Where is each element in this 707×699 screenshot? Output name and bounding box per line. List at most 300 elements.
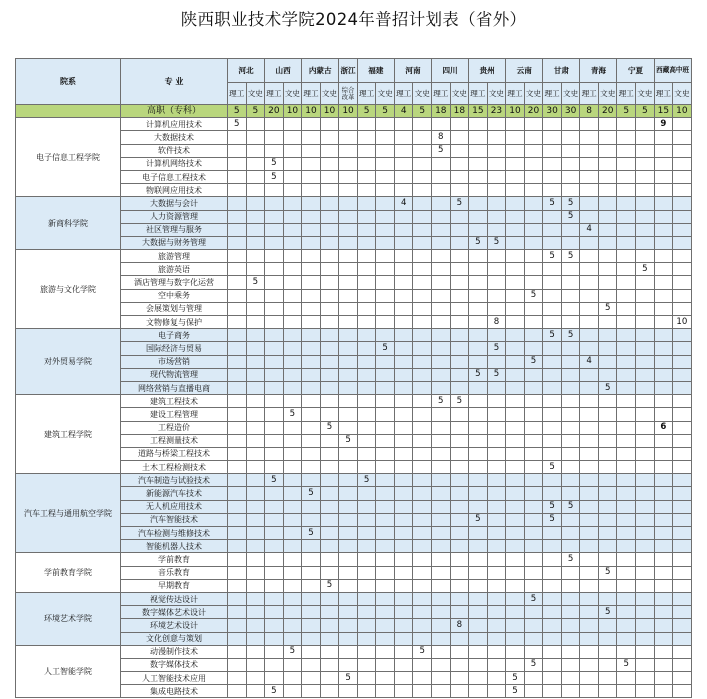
value-cell [636, 342, 655, 355]
value-cell [320, 672, 339, 685]
value-cell: 5 [561, 329, 580, 342]
value-cell [598, 447, 617, 460]
value-cell [302, 513, 321, 526]
value-cell [506, 263, 525, 276]
value-cell [617, 606, 636, 619]
value-cell [524, 223, 543, 236]
value-cell [580, 395, 599, 408]
value-cell [265, 540, 284, 553]
value-cell [246, 316, 265, 329]
value-cell [339, 368, 358, 381]
total-label: 高职（专科） [121, 105, 228, 118]
value-cell [450, 276, 469, 289]
total-value-cell: 15 [654, 105, 673, 118]
value-cell [543, 579, 562, 592]
value-cell [673, 157, 692, 170]
value-cell [228, 381, 247, 394]
value-cell [636, 434, 655, 447]
total-value-cell: 30 [543, 105, 562, 118]
subject-header: 综合改革 [339, 83, 358, 105]
value-cell [469, 434, 488, 447]
value-cell [450, 144, 469, 157]
value-cell [320, 236, 339, 249]
value-cell [487, 592, 506, 605]
value-cell [543, 223, 562, 236]
subject-header: 文史 [320, 83, 339, 105]
subject-header: 理工 [432, 83, 451, 105]
value-cell [469, 250, 488, 263]
value-cell [394, 474, 413, 487]
value-cell [413, 381, 432, 394]
value-cell [561, 342, 580, 355]
value-cell [376, 566, 395, 579]
value-cell [617, 500, 636, 513]
value-cell: 5 [469, 368, 488, 381]
value-cell [580, 302, 599, 315]
value-cell [357, 500, 376, 513]
value-cell [580, 144, 599, 157]
value-cell [413, 474, 432, 487]
value-cell [339, 619, 358, 632]
value-cell [339, 487, 358, 500]
value-cell [432, 579, 451, 592]
value-cell [246, 632, 265, 645]
value-cell [450, 487, 469, 500]
value-cell [524, 250, 543, 263]
value-cell [580, 592, 599, 605]
value-cell: 5 [487, 342, 506, 355]
value-cell [506, 329, 525, 342]
value-cell [673, 118, 692, 131]
value-cell [339, 395, 358, 408]
value-cell: 5 [543, 461, 562, 474]
value-cell [357, 302, 376, 315]
value-cell [506, 144, 525, 157]
value-cell [654, 658, 673, 671]
value-cell [320, 289, 339, 302]
value-cell [283, 316, 302, 329]
value-cell [432, 210, 451, 223]
value-cell [246, 421, 265, 434]
value-cell [246, 302, 265, 315]
value-cell [561, 170, 580, 183]
value-cell [228, 500, 247, 513]
value-cell [673, 184, 692, 197]
value-cell [246, 645, 265, 658]
value-cell [654, 223, 673, 236]
value-cell [469, 421, 488, 434]
value-cell [580, 170, 599, 183]
value-cell [636, 685, 655, 698]
value-cell [487, 144, 506, 157]
value-cell [580, 540, 599, 553]
value-cell [339, 553, 358, 566]
value-cell [302, 474, 321, 487]
value-cell [469, 381, 488, 394]
value-cell [543, 540, 562, 553]
value-cell [598, 316, 617, 329]
value-cell [357, 144, 376, 157]
value-cell [598, 329, 617, 342]
value-cell [543, 645, 562, 658]
value-cell [432, 461, 451, 474]
value-cell [636, 355, 655, 368]
value-cell [487, 579, 506, 592]
value-cell [673, 461, 692, 474]
value-cell [357, 329, 376, 342]
value-cell [228, 355, 247, 368]
value-cell [357, 210, 376, 223]
value-cell [432, 263, 451, 276]
value-cell: 5 [598, 566, 617, 579]
value-cell [636, 658, 655, 671]
value-cell [561, 316, 580, 329]
value-cell [228, 157, 247, 170]
value-cell [246, 606, 265, 619]
value-cell [246, 592, 265, 605]
value-cell [394, 250, 413, 263]
value-cell [228, 606, 247, 619]
value-cell [654, 368, 673, 381]
value-cell [339, 461, 358, 474]
value-cell [228, 276, 247, 289]
value-cell [673, 342, 692, 355]
value-cell [320, 685, 339, 698]
value-cell [432, 553, 451, 566]
value-cell [543, 632, 562, 645]
value-cell: 5 [413, 645, 432, 658]
value-cell [413, 447, 432, 460]
value-cell [598, 342, 617, 355]
value-cell [450, 368, 469, 381]
value-cell [394, 421, 413, 434]
value-cell [320, 606, 339, 619]
value-cell [413, 276, 432, 289]
value-cell [673, 619, 692, 632]
total-value-cell: 23 [487, 105, 506, 118]
value-cell [246, 579, 265, 592]
value-cell [524, 316, 543, 329]
value-cell [320, 632, 339, 645]
value-cell [617, 197, 636, 210]
value-cell [561, 381, 580, 394]
value-cell [450, 513, 469, 526]
total-value-cell: 10 [302, 105, 321, 118]
value-cell [376, 447, 395, 460]
value-cell [580, 579, 599, 592]
value-cell [246, 170, 265, 183]
value-cell [394, 223, 413, 236]
value-cell [654, 540, 673, 553]
value-cell [246, 263, 265, 276]
value-cell [302, 645, 321, 658]
value-cell [394, 342, 413, 355]
value-cell [413, 632, 432, 645]
value-cell [673, 131, 692, 144]
value-cell [376, 368, 395, 381]
value-cell [339, 316, 358, 329]
value-cell [339, 658, 358, 671]
value-cell [376, 118, 395, 131]
value-cell [673, 579, 692, 592]
value-cell [413, 434, 432, 447]
value-cell [636, 619, 655, 632]
value-cell: 5 [524, 355, 543, 368]
value-cell [580, 289, 599, 302]
value-cell: 8 [450, 619, 469, 632]
value-cell: 5 [598, 381, 617, 394]
value-cell: 6 [654, 421, 673, 434]
value-cell [487, 672, 506, 685]
value-cell [469, 566, 488, 579]
value-cell [487, 447, 506, 460]
value-cell [302, 672, 321, 685]
value-cell [246, 118, 265, 131]
value-cell [432, 355, 451, 368]
value-cell [339, 250, 358, 263]
value-cell [580, 461, 599, 474]
value-cell [302, 236, 321, 249]
value-cell [580, 236, 599, 249]
value-cell [432, 447, 451, 460]
value-cell [673, 487, 692, 500]
value-cell [450, 236, 469, 249]
subject-header: 文史 [487, 83, 506, 105]
value-cell [543, 381, 562, 394]
value-cell [469, 289, 488, 302]
value-cell [413, 302, 432, 315]
value-cell [673, 197, 692, 210]
value-cell [469, 606, 488, 619]
value-cell [506, 645, 525, 658]
value-cell [673, 302, 692, 315]
value-cell [450, 500, 469, 513]
value-cell [524, 461, 543, 474]
value-cell [265, 184, 284, 197]
total-value-cell: 15 [469, 105, 488, 118]
value-cell [636, 672, 655, 685]
value-cell [413, 184, 432, 197]
value-cell [617, 408, 636, 421]
value-cell: 5 [339, 434, 358, 447]
value-cell [598, 144, 617, 157]
value-cell [376, 316, 395, 329]
value-cell [580, 197, 599, 210]
value-cell [246, 289, 265, 302]
value-cell [283, 197, 302, 210]
value-cell [339, 131, 358, 144]
value-cell [265, 553, 284, 566]
value-cell [636, 302, 655, 315]
value-cell [394, 329, 413, 342]
value-cell [636, 540, 655, 553]
value-cell [450, 447, 469, 460]
value-cell [302, 342, 321, 355]
value-cell [320, 434, 339, 447]
college-cell: 环境艺术学院 [16, 592, 121, 645]
value-cell [228, 421, 247, 434]
value-cell [394, 606, 413, 619]
value-cell [228, 408, 247, 421]
value-cell [543, 658, 562, 671]
value-cell [283, 118, 302, 131]
value-cell [598, 487, 617, 500]
value-cell [506, 566, 525, 579]
value-cell [394, 685, 413, 698]
value-cell [432, 658, 451, 671]
value-cell [654, 434, 673, 447]
value-cell [617, 157, 636, 170]
value-cell [357, 223, 376, 236]
value-cell [543, 434, 562, 447]
value-cell [320, 342, 339, 355]
page-title: 陕西职业技术学院2024年普招计划表（省外） [180, 10, 527, 29]
value-cell [302, 289, 321, 302]
value-cell [487, 645, 506, 658]
value-cell [654, 263, 673, 276]
value-cell [357, 579, 376, 592]
value-cell [265, 658, 284, 671]
major-cell: 物联网应用技术 [121, 184, 228, 197]
value-cell [561, 619, 580, 632]
value-cell [580, 342, 599, 355]
value-cell: 5 [376, 342, 395, 355]
value-cell [339, 381, 358, 394]
value-cell [357, 157, 376, 170]
value-cell: 5 [524, 658, 543, 671]
value-cell [376, 672, 395, 685]
subject-header: 理工 [357, 83, 376, 105]
value-cell [302, 302, 321, 315]
value-cell [265, 619, 284, 632]
value-cell [432, 513, 451, 526]
value-cell [654, 606, 673, 619]
value-cell [246, 408, 265, 421]
value-cell [413, 527, 432, 540]
value-cell [376, 474, 395, 487]
value-cell [598, 355, 617, 368]
value-cell [487, 302, 506, 315]
value-cell [561, 236, 580, 249]
value-cell [228, 592, 247, 605]
value-cell [394, 184, 413, 197]
value-cell [228, 395, 247, 408]
value-cell [487, 210, 506, 223]
value-cell [487, 223, 506, 236]
value-cell [580, 250, 599, 263]
value-cell [487, 263, 506, 276]
value-cell [524, 421, 543, 434]
value-cell [506, 157, 525, 170]
value-cell [580, 434, 599, 447]
value-cell [561, 184, 580, 197]
value-cell [524, 434, 543, 447]
value-cell [302, 197, 321, 210]
value-cell [469, 197, 488, 210]
value-cell [228, 474, 247, 487]
value-cell [228, 197, 247, 210]
value-cell [413, 223, 432, 236]
value-cell [339, 263, 358, 276]
value-cell [524, 566, 543, 579]
value-cell [617, 632, 636, 645]
value-cell [376, 184, 395, 197]
major-cell: 土木工程检测技术 [121, 461, 228, 474]
value-cell [450, 263, 469, 276]
value-cell [543, 395, 562, 408]
value-cell [283, 606, 302, 619]
value-cell [524, 276, 543, 289]
value-cell [394, 395, 413, 408]
value-cell [654, 131, 673, 144]
value-cell [302, 184, 321, 197]
value-cell [654, 513, 673, 526]
value-cell [469, 276, 488, 289]
value-cell [450, 592, 469, 605]
value-cell [561, 487, 580, 500]
value-cell [487, 421, 506, 434]
value-cell [320, 487, 339, 500]
value-cell [228, 579, 247, 592]
value-cell [673, 606, 692, 619]
value-cell [432, 500, 451, 513]
table-row [16, 645, 692, 658]
value-cell [487, 513, 506, 526]
value-cell: 5 [487, 368, 506, 381]
value-cell [283, 447, 302, 460]
value-cell [394, 527, 413, 540]
value-cell [450, 342, 469, 355]
value-cell [673, 223, 692, 236]
value-cell: 5 [561, 197, 580, 210]
value-cell [302, 157, 321, 170]
value-cell [376, 276, 395, 289]
value-cell [561, 685, 580, 698]
province-header: 内蒙古 [302, 59, 339, 83]
value-cell [357, 250, 376, 263]
table-row [16, 250, 692, 263]
value-cell [432, 645, 451, 658]
value-cell [487, 553, 506, 566]
value-cell [357, 461, 376, 474]
value-cell [302, 461, 321, 474]
value-cell [432, 540, 451, 553]
value-cell [673, 672, 692, 685]
value-cell [246, 474, 265, 487]
value-cell [413, 118, 432, 131]
value-cell [506, 355, 525, 368]
value-cell [339, 447, 358, 460]
value-cell [469, 329, 488, 342]
major-cell: 建设工程管理 [121, 408, 228, 421]
value-cell [524, 527, 543, 540]
value-cell [357, 381, 376, 394]
value-cell [450, 672, 469, 685]
value-cell [561, 461, 580, 474]
value-cell [246, 566, 265, 579]
value-cell [394, 210, 413, 223]
value-cell [487, 118, 506, 131]
province-header: 西藏高中班 [654, 59, 691, 83]
value-cell [394, 368, 413, 381]
major-cell: 旅游管理 [121, 250, 228, 263]
value-cell [636, 131, 655, 144]
value-cell [394, 461, 413, 474]
subject-header: 理工 [654, 83, 673, 105]
value-cell [283, 263, 302, 276]
value-cell [339, 566, 358, 579]
value-cell [580, 263, 599, 276]
